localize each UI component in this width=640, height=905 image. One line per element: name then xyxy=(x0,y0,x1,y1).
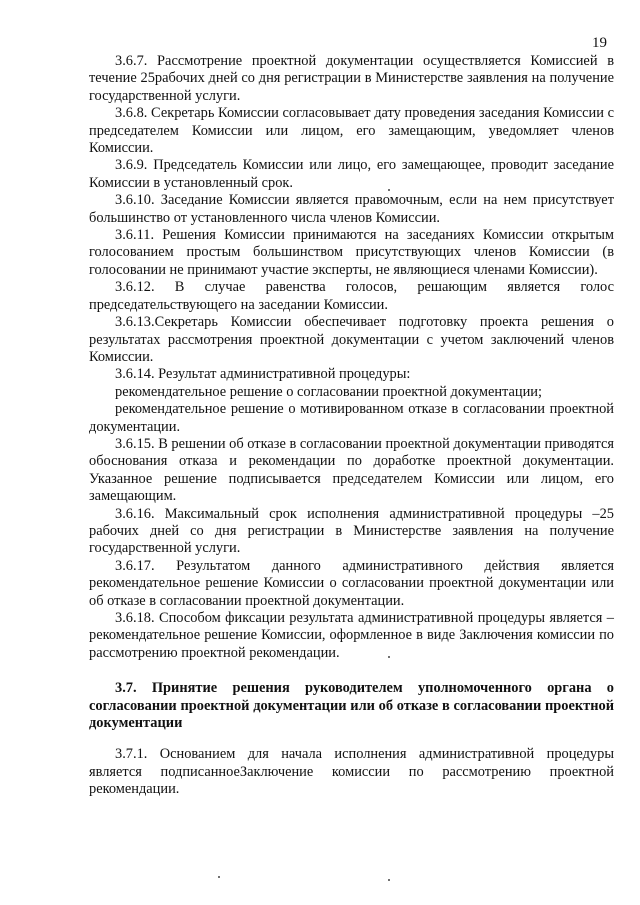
paragraph-3-6-7: 3.6.7. Рассмотрение проектной документации осуществляется Комиссией в течение 25рабочих дней со дня регистрации в Министерстве заявления на получение государственной услуги. xyxy=(89,53,614,104)
paragraph-3-6-8: 3.6.8. Секретарь Комиссии согласовывает дату проведения заседания Комиссии с председателем Комиссии или лицом, его замещающим, уведомляет членов Комиссии. xyxy=(89,105,614,157)
paragraph-3-6-15: 3.6.15. В решении об отказе в согласовании проектной документации приводятся обоснования отказа и рекомендации по доработке проектной документации. Указанное решение подписывается председателем Комиссии или лицом, его замещающим. xyxy=(89,435,614,505)
paragraph-3-6-18: 3.6.18. Способом фиксации результата административной процедуры является – рекомендательное решение Комиссии, оформленное в виде Заключения комиссии по рассмотрению проектной рекомендации. xyxy=(89,610,614,661)
paragraph-3-6-16: 3.6.16. Максимальный срок исполнения административной процедуры –25 рабочих дней со дня регистрации в Министерстве заявления на получение государственной услуги. xyxy=(89,505,614,557)
scan-speck xyxy=(388,189,390,191)
paragraph-3-7-1: 3.7.1. Основанием для начала исполнения административной процедуры является подписанноеЗаключение комиссии по рассмотрению проектной рекомендации. xyxy=(89,746,614,798)
list-item-approval: рекомендательное решение о согласовании проектной документации; xyxy=(115,383,543,400)
paragraph-3-6-10: 3.6.10. Заседание Комиссии является правомочным, если на нем присутствует большинство от установленного числа членов Комиссии. xyxy=(89,192,614,226)
scan-speck xyxy=(388,879,390,881)
paragraph-3-6-11: 3.6.11. Решения Комиссии принимаются на заседаниях Комиссии открытым голосованием простым большинством присутствующих членов Комиссии (в голосовании не принимают участие эксперты, не являющиеся членами Комиссии). xyxy=(89,227,614,278)
document-body xyxy=(89,53,614,799)
paragraph-3-6-12: 3.6.12. В случае равенства голосов, решающим является голос председательствующего на заседании Комиссии. xyxy=(89,279,614,313)
scan-speck xyxy=(388,656,390,658)
paragraph-3-6-13: 3.6.13.Секретарь Комиссии обеспечивает подготовку проекта решения о результатах рассмотрения проектной документации с учетом заключений членов Комиссии. xyxy=(89,314,614,365)
page-number: 19 xyxy=(592,35,607,51)
paragraph-3-6-14: 3.6.14. Результат административной процедуры: xyxy=(115,366,411,383)
paragraph-3-6-9: 3.6.9. Председатель Комиссии или лицо, его замещающее, проводит заседание Комиссии в установленный срок. xyxy=(89,157,614,191)
scan-speck xyxy=(218,876,220,878)
list-item-refusal: рекомендательное решение о мотивированном отказе в согласовании проектной документации. xyxy=(89,401,614,435)
section-heading-3-7: 3.7. Принятие решения руководителем уполномоченного органа о согласовании проектной документации или об отказе в согласовании проектной документации xyxy=(89,680,614,732)
paragraph-3-6-17: 3.6.17. Результатом данного административного действия является рекомендательное решение Комиссии о согласовании проектной документации или об отказе в согласовании проектной документации. xyxy=(89,557,614,609)
